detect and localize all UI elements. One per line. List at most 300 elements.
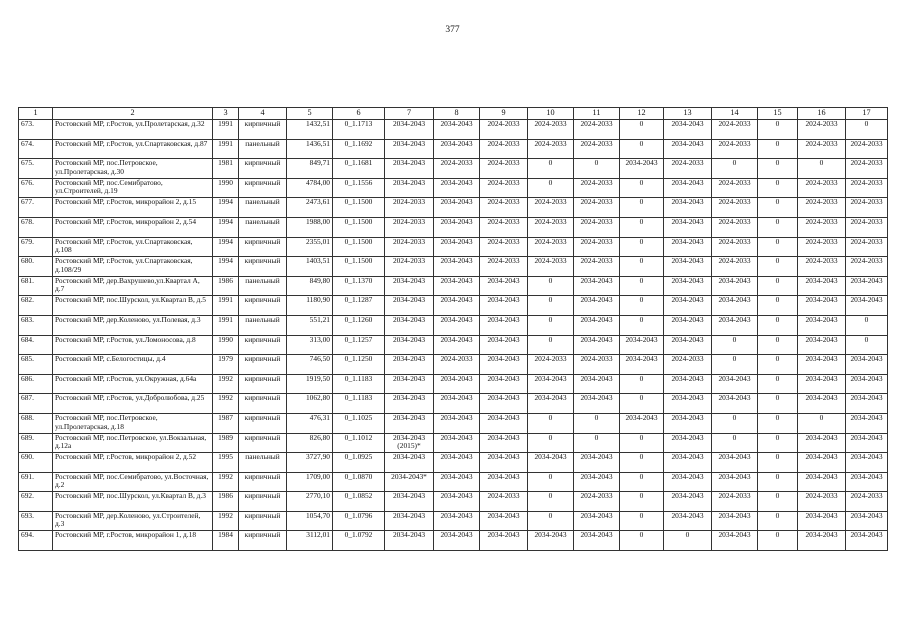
table-cell: Ростовский МР, пос.Петровское, ул.Вокзальная, д.12а <box>53 433 213 453</box>
table-cell: 0 <box>574 413 620 433</box>
table-cell: 0 <box>664 531 712 551</box>
table-cell: 0_1.1500 <box>333 198 385 218</box>
table-cell: 673. <box>19 120 53 140</box>
table-cell: Ростовский МР, дер.Коленово, ул.Полевая, д.3 <box>53 315 213 335</box>
table-cell: 0 <box>528 413 574 433</box>
table-cell: 0 <box>620 237 664 257</box>
table-cell: 2034-2043 <box>434 237 480 257</box>
table-cell: Ростовский МР, г.Ростов, ул.Ломоносова, д.8 <box>53 335 213 355</box>
table-cell: 2034-2043 <box>846 394 888 414</box>
table-cell: 0 <box>758 159 798 179</box>
table-cell: 0 <box>620 472 664 492</box>
table-cell: 1709,00 <box>287 472 333 492</box>
table-cell: 0 <box>758 413 798 433</box>
table-cell: 2034-2043 <box>434 257 480 277</box>
table-cell: 1986 <box>213 276 239 296</box>
table-cell: 2034-2043 <box>574 315 620 335</box>
table-cell: 2034-2043 <box>664 315 712 335</box>
table-cell: 0 <box>758 276 798 296</box>
table-cell: Ростовский МР, г.Ростов, ул.Спартаковская, д.108/29 <box>53 257 213 277</box>
table-cell: 2034-2043 <box>846 453 888 473</box>
table-cell: 2034-2043 <box>480 413 528 433</box>
table-cell: 678. <box>19 217 53 237</box>
column-header: 2 <box>53 108 213 120</box>
table-cell: кирпичный <box>239 178 287 198</box>
table-cell: 2034-2043 <box>480 315 528 335</box>
table-cell: 1986 <box>213 492 239 512</box>
table-cell: 2034-2043 <box>434 492 480 512</box>
table-cell: 2024-2033 <box>846 139 888 159</box>
table-cell: 0 <box>528 296 574 316</box>
table-cell: 688. <box>19 413 53 433</box>
table-cell: 0 <box>712 335 758 355</box>
table-cell: 2034-2043 <box>664 335 712 355</box>
table-cell: 2024-2033 <box>528 217 574 237</box>
table-cell: 0 <box>758 237 798 257</box>
table-cell: 685. <box>19 355 53 375</box>
table-cell: кирпичный <box>239 237 287 257</box>
table-cell: кирпичный <box>239 374 287 394</box>
table-cell: 2024-2033 <box>798 198 846 218</box>
table-cell: 1990 <box>213 178 239 198</box>
column-header: 1 <box>19 108 53 120</box>
table-cell: 2034-2043 <box>434 472 480 492</box>
table-cell: 2034-2043 (2015)* <box>385 433 434 453</box>
table-cell: 2034-2043 <box>664 120 712 140</box>
table-cell: 2034-2043 <box>620 335 664 355</box>
table-cell: 2024-2033 <box>846 217 888 237</box>
table-cell: 2034-2043 <box>434 139 480 159</box>
table-cell: 0 <box>620 120 664 140</box>
table-cell: 1994 <box>213 257 239 277</box>
table-cell: 2034-2043 <box>846 511 888 531</box>
column-header: 5 <box>287 108 333 120</box>
table-cell: 2034-2043 <box>846 374 888 394</box>
table-cell: 2034-2043 <box>798 531 846 551</box>
table-cell: 2034-2043 <box>434 296 480 316</box>
table-row <box>19 139 888 159</box>
table-cell: 3727,90 <box>287 453 333 473</box>
table-row <box>19 296 888 316</box>
table-row <box>19 178 888 198</box>
table-cell: 0 <box>712 413 758 433</box>
table-cell: 0 <box>620 178 664 198</box>
table-row <box>19 335 888 355</box>
table-cell: Ростовский МР, г.Ростов, микрорайон 1, д.18 <box>53 531 213 551</box>
table-row <box>19 217 888 237</box>
table-cell: 2034-2043 <box>712 296 758 316</box>
table-cell: 2034-2043 <box>480 355 528 375</box>
column-header: 8 <box>434 108 480 120</box>
table-cell: 2034-2043 <box>798 511 846 531</box>
table-cell: 2034-2043 <box>434 315 480 335</box>
table-cell: панельный <box>239 217 287 237</box>
table-row <box>19 531 888 551</box>
table-cell: 0 <box>712 159 758 179</box>
table-cell: 2034-2043 <box>385 178 434 198</box>
table-cell: кирпичный <box>239 335 287 355</box>
table-cell: 0 <box>846 120 888 140</box>
table-cell: 1994 <box>213 237 239 257</box>
column-header: 11 <box>574 108 620 120</box>
table-cell: 2034-2043 <box>846 355 888 375</box>
table-cell: 2034-2043 <box>434 374 480 394</box>
table-cell: 2034-2043 <box>480 453 528 473</box>
table-cell: 476,31 <box>287 413 333 433</box>
table-cell: 0_1.0792 <box>333 531 385 551</box>
table-cell: 0_1.1681 <box>333 159 385 179</box>
table-cell: 2034-2043 <box>385 453 434 473</box>
table-cell: 2024-2033 <box>574 257 620 277</box>
table-cell: 2024-2033 <box>798 257 846 277</box>
table-cell: 0_1.0925 <box>333 453 385 473</box>
table-cell: 2034-2043 <box>480 296 528 316</box>
table-cell: 1180,90 <box>287 296 333 316</box>
table-cell: 2024-2033 <box>846 237 888 257</box>
table-cell: 2024-2033 <box>528 198 574 218</box>
table-cell: 0 <box>528 178 574 198</box>
table-cell: 0_1.1500 <box>333 257 385 277</box>
table-cell: 849,71 <box>287 159 333 179</box>
table-cell: Ростовский МР, пос.Шурскол, ул.Квартал В, д.3 <box>53 492 213 512</box>
table-cell: 2034-2043 <box>528 394 574 414</box>
table-cell: 2034-2043* <box>385 472 434 492</box>
table-cell: панельный <box>239 276 287 296</box>
table-cell: 0 <box>712 355 758 375</box>
table-cell: 2034-2043 <box>434 394 480 414</box>
table-cell: Ростовский МР, г.Ростов, ул.Окружная, д.64а <box>53 374 213 394</box>
table-cell: 2024-2033 <box>712 198 758 218</box>
table-cell: 2024-2033 <box>712 178 758 198</box>
table-cell: 1994 <box>213 217 239 237</box>
table-cell: кирпичный <box>239 296 287 316</box>
table-cell: 313,00 <box>287 335 333 355</box>
table-cell: 2034-2043 <box>385 394 434 414</box>
table-cell: 0_1.1260 <box>333 315 385 335</box>
column-header: 16 <box>798 108 846 120</box>
table-cell: 2355,01 <box>287 237 333 257</box>
table-cell: 677. <box>19 198 53 218</box>
table-cell: 2034-2043 <box>480 374 528 394</box>
table-cell: 0 <box>574 433 620 453</box>
table-cell: 2034-2043 <box>664 394 712 414</box>
table-cell: панельный <box>239 198 287 218</box>
table-cell: 0 <box>758 374 798 394</box>
table-cell: 2024-2033 <box>664 159 712 179</box>
table-cell: 2024-2033 <box>798 237 846 257</box>
table-cell: 0 <box>620 531 664 551</box>
table-cell: 0 <box>758 355 798 375</box>
table-cell: 1054,70 <box>287 511 333 531</box>
table-cell: 0_1.1183 <box>333 394 385 414</box>
table-cell: 2024-2033 <box>574 198 620 218</box>
table-cell: 0 <box>528 433 574 453</box>
table-cell: 2034-2043 <box>434 433 480 453</box>
table-cell: 0 <box>528 492 574 512</box>
table-cell: 2034-2043 <box>712 374 758 394</box>
table-cell: 2034-2043 <box>574 335 620 355</box>
table-cell: 2024-2033 <box>480 139 528 159</box>
table-cell: 2034-2043 <box>480 511 528 531</box>
column-header: 4 <box>239 108 287 120</box>
table-cell: 2034-2043 <box>712 453 758 473</box>
table-cell: кирпичный <box>239 472 287 492</box>
column-header: 17 <box>846 108 888 120</box>
column-header: 6 <box>333 108 385 120</box>
table-cell: 2034-2043 <box>385 139 434 159</box>
table-cell: 2024-2033 <box>798 120 846 140</box>
table-cell: 2034-2043 <box>620 159 664 179</box>
column-header: 12 <box>620 108 664 120</box>
table-cell: 1992 <box>213 374 239 394</box>
table-cell: 2024-2033 <box>846 159 888 179</box>
table-cell: 1991 <box>213 315 239 335</box>
table-cell: 2034-2043 <box>434 413 480 433</box>
table-cell: 2034-2043 <box>664 433 712 453</box>
table-cell: Ростовский МР, пос.Петровское, ул.Пролетарская, д.18 <box>53 413 213 433</box>
table-cell: 2034-2043 <box>385 511 434 531</box>
table-cell: 2034-2043 <box>385 315 434 335</box>
table-cell: 0 <box>758 198 798 218</box>
table-cell: 2034-2043 <box>480 335 528 355</box>
table-cell: 2034-2043 <box>385 120 434 140</box>
table-cell: 2034-2043 <box>664 492 712 512</box>
table-cell: 2034-2043 <box>664 472 712 492</box>
table-cell: 681. <box>19 276 53 296</box>
table-cell: кирпичный <box>239 531 287 551</box>
table-cell: 0 <box>620 511 664 531</box>
table-cell: 674. <box>19 139 53 159</box>
table-cell: 2024-2033 <box>528 355 574 375</box>
table-cell: 691. <box>19 472 53 492</box>
table-cell: 2034-2043 <box>574 394 620 414</box>
table-cell: Ростовский МР, пос.Семибратово, ул.Восточная, д.2 <box>53 472 213 492</box>
table-cell: Ростовский МР, г.Ростов, микрорайон 2, д.15 <box>53 198 213 218</box>
table-cell: 2770,10 <box>287 492 333 512</box>
table-cell: 0 <box>620 276 664 296</box>
table-cell: 2024-2033 <box>846 257 888 277</box>
table-cell: 0_1.1257 <box>333 335 385 355</box>
table-cell: 0 <box>620 433 664 453</box>
table-cell: 2034-2043 <box>434 178 480 198</box>
table-cell: 1988,00 <box>287 217 333 237</box>
table-cell: 0 <box>758 139 798 159</box>
table-cell: 0 <box>620 453 664 473</box>
table-cell: 1062,80 <box>287 394 333 414</box>
table-cell: 2024-2033 <box>480 237 528 257</box>
column-header: 7 <box>385 108 434 120</box>
table-cell: 1992 <box>213 472 239 492</box>
table-cell: 2024-2033 <box>385 217 434 237</box>
table-cell: 2034-2043 <box>798 472 846 492</box>
table-cell: 2034-2043 <box>712 276 758 296</box>
table-cell: 2034-2043 <box>385 374 434 394</box>
table-cell: 4784,00 <box>287 178 333 198</box>
table-cell: 2034-2043 <box>574 296 620 316</box>
table-cell: 2034-2043 <box>798 394 846 414</box>
table-cell: 0 <box>758 257 798 277</box>
table-cell: 2034-2043 <box>712 531 758 551</box>
table-cell: 849,80 <box>287 276 333 296</box>
table-row <box>19 511 888 531</box>
table-cell: 1990 <box>213 335 239 355</box>
table-cell: 2034-2043 <box>528 453 574 473</box>
table-cell: 2034-2043 <box>846 472 888 492</box>
table-cell: 2034-2043 <box>385 355 434 375</box>
table-cell: 2024-2033 <box>574 237 620 257</box>
data-table-container <box>18 107 882 551</box>
table-cell: 2024-2033 <box>574 178 620 198</box>
table-cell: 2034-2043 <box>664 453 712 473</box>
table-cell: 2024-2033 <box>574 139 620 159</box>
table-cell: 2034-2043 <box>434 120 480 140</box>
table-cell: 1994 <box>213 198 239 218</box>
table-cell: 2034-2043 <box>846 276 888 296</box>
table-cell: Ростовский МР, г.Ростов, микрорайон 2, д.54 <box>53 217 213 237</box>
table-row <box>19 394 888 414</box>
table-cell: 2034-2043 <box>574 472 620 492</box>
table-cell: кирпичный <box>239 394 287 414</box>
table-cell: 2034-2043 <box>434 217 480 237</box>
table-body <box>19 120 888 551</box>
table-cell: 2034-2043 <box>664 257 712 277</box>
table-cell: Ростовский МР, дер.Вахрушево,ул.Квартал А, д.7 <box>53 276 213 296</box>
table-cell: 2034-2043 <box>798 296 846 316</box>
table-cell: 2024-2033 <box>434 355 480 375</box>
table-cell: Ростовский МР, пос.Шурскол, ул.Квартал В, д.5 <box>53 296 213 316</box>
table-cell: 2034-2043 <box>528 374 574 394</box>
table-cell: 2034-2043 <box>574 276 620 296</box>
table-cell: 0 <box>620 492 664 512</box>
table-row <box>19 120 888 140</box>
table-cell: 2024-2033 <box>574 120 620 140</box>
table-cell: 0 <box>758 394 798 414</box>
table-cell: 2024-2033 <box>712 237 758 257</box>
table-cell: 2034-2043 <box>664 217 712 237</box>
table-cell: 2024-2033 <box>798 492 846 512</box>
table-cell: 2024-2033 <box>846 492 888 512</box>
table-cell: 2034-2043 <box>664 139 712 159</box>
table-cell: 2034-2043 <box>480 472 528 492</box>
table-row <box>19 159 888 179</box>
table-cell: 2034-2043 <box>798 433 846 453</box>
table-cell: 2034-2043 <box>798 355 846 375</box>
table-row <box>19 374 888 394</box>
table-cell: 684. <box>19 335 53 355</box>
column-header: 13 <box>664 108 712 120</box>
table-cell: 0 <box>798 159 846 179</box>
table-cell: 2024-2033 <box>528 120 574 140</box>
table-cell: 2034-2043 <box>798 374 846 394</box>
table-cell: кирпичный <box>239 257 287 277</box>
table-cell: 2034-2043 <box>434 511 480 531</box>
table-cell: 2034-2043 <box>434 198 480 218</box>
table-cell: 746,50 <box>287 355 333 375</box>
table-cell: 1991 <box>213 120 239 140</box>
table-cell: Ростовский МР, пос.Семибратово, ул.Строителей, д.19 <box>53 178 213 198</box>
table-cell: 2034-2043 <box>574 374 620 394</box>
table-cell: 680. <box>19 257 53 277</box>
table-cell: 1403,51 <box>287 257 333 277</box>
table-cell: панельный <box>239 315 287 335</box>
table-cell: 0_1.1183 <box>333 374 385 394</box>
table-cell: 1979 <box>213 355 239 375</box>
table-cell: 0 <box>798 413 846 433</box>
table-cell: 2024-2033 <box>528 257 574 277</box>
table-cell: 2034-2043 <box>846 433 888 453</box>
table-cell: 2024-2033 <box>528 139 574 159</box>
table-cell: кирпичный <box>239 413 287 433</box>
table-cell: 1436,51 <box>287 139 333 159</box>
table-cell: 2473,61 <box>287 198 333 218</box>
table-cell: 2034-2043 <box>664 511 712 531</box>
table-cell: 2034-2043 <box>846 296 888 316</box>
column-header: 14 <box>712 108 758 120</box>
table-cell: 2034-2043 <box>664 198 712 218</box>
table-cell: 2024-2033 <box>664 355 712 375</box>
table-cell: кирпичный <box>239 492 287 512</box>
page-number: 377 <box>445 25 460 35</box>
table-cell: Ростовский МР, г.Ростов, ул.Спартаковская, д.87 <box>53 139 213 159</box>
table-cell: 2034-2043 <box>528 531 574 551</box>
table-cell: 1432,51 <box>287 120 333 140</box>
table-cell: 2034-2043 <box>434 453 480 473</box>
table-cell: 2034-2043 <box>620 413 664 433</box>
table-cell: 2034-2043 <box>712 472 758 492</box>
table-cell: 0 <box>758 531 798 551</box>
table-cell: 2034-2043 <box>574 531 620 551</box>
table-cell: 2024-2033 <box>480 120 528 140</box>
table-cell: 2034-2043 <box>480 433 528 453</box>
table-cell: Ростовский МР, дер.Коленово, ул.Строителей, д.3 <box>53 511 213 531</box>
table-cell: 2034-2043 <box>385 335 434 355</box>
table-cell: 2034-2043 <box>664 237 712 257</box>
table-cell: кирпичный <box>239 120 287 140</box>
table-cell: 2024-2033 <box>798 178 846 198</box>
table-cell: 2034-2043 <box>434 531 480 551</box>
table-cell: 694. <box>19 531 53 551</box>
table-cell: 686. <box>19 374 53 394</box>
table-row <box>19 257 888 277</box>
table-cell: 2034-2043 <box>385 531 434 551</box>
table-cell: 0 <box>620 198 664 218</box>
table-row <box>19 355 888 375</box>
table-cell: 0_1.1025 <box>333 413 385 433</box>
table-cell: 1919,50 <box>287 374 333 394</box>
table-cell: 2024-2033 <box>846 198 888 218</box>
table-cell: 0 <box>758 472 798 492</box>
table-cell: Ростовский МР, пос.Петровское, ул.Пролетарская, д.30 <box>53 159 213 179</box>
table-cell: 2024-2033 <box>385 198 434 218</box>
table-cell: панельный <box>239 453 287 473</box>
table-row <box>19 492 888 512</box>
table-cell: 675. <box>19 159 53 179</box>
table-cell: 0_1.1287 <box>333 296 385 316</box>
table-cell: 2034-2043 <box>574 511 620 531</box>
table-cell: 2034-2043 <box>385 492 434 512</box>
table-cell: 2034-2043 <box>798 335 846 355</box>
table-cell: Ростовский МР, г.Ростов, ул.Пролетарская, д.32 <box>53 120 213 140</box>
table-cell: 0 <box>758 511 798 531</box>
table-row <box>19 276 888 296</box>
table-cell: 2024-2033 <box>574 492 620 512</box>
table-cell: 0 <box>620 296 664 316</box>
table-cell: 2034-2043 <box>434 276 480 296</box>
table-cell: 0 <box>574 159 620 179</box>
table-cell: 689. <box>19 433 53 453</box>
table-cell: 0 <box>846 335 888 355</box>
table-cell: 0 <box>620 394 664 414</box>
